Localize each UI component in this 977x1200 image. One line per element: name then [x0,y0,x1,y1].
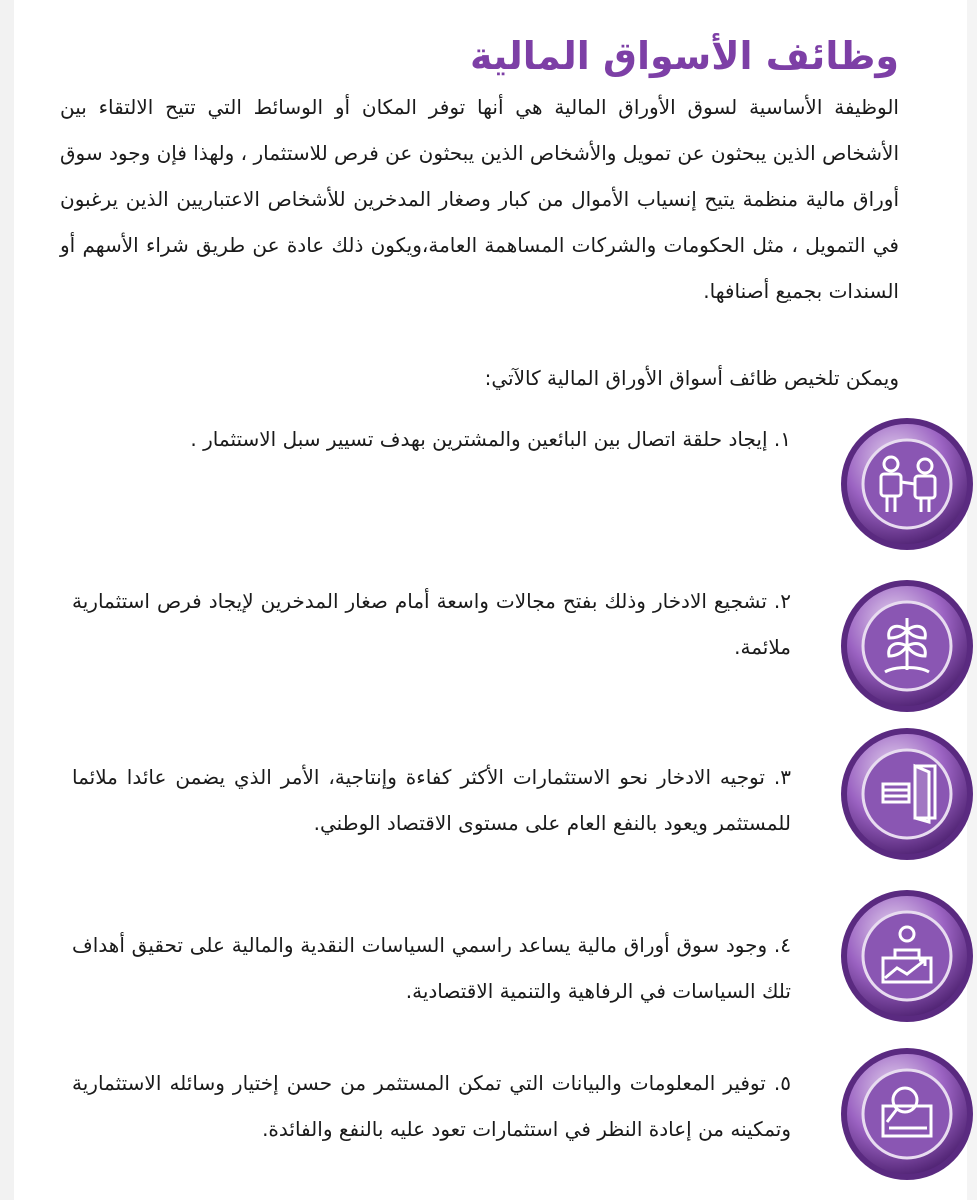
intro-paragraph: الوظيفة الأساسية لسوق الأوراق المالية هي أنها توفر المكان أو الوسائط التي تتيح الالتقاء بين الأشخاص الذين يبحثون عن تمويل والأشخاص الذين يبحثون عن فرص للاستثمار ، ولهذا فإن وجود سوق أوراق مالية منظمة يتيح إنسياب الأموال من كبار وصغار المدخرين للأشخاص الاعتباريين الذين يرغبون في التمويل ، مثل الحكومات والشركات المساهمة العامة،ويكون ذلك عادة عن طريق شراء الأسهم أو السندات بجميع أصنافها. [60,95,899,303]
item-number: ١. [773,427,791,451]
item-text: توفير المعلومات والبيانات التي تمكن المستثمر من حسن إختيار وسائله الاستثمارية وتمكينه من إعادة النظر في استثمارات تعود عليه بالنفع والفائدة. [72,1071,791,1141]
item-number: ٥. [773,1071,792,1095]
list-lead: ويمكن تلخيص ظائف أسواق الأوراق المالية كالآتي: [484,366,899,390]
handshake-icon [839,416,975,552]
growth-chart-icon [839,888,975,1024]
item-number: ٤. [773,933,791,957]
item-text: توجيه الادخار نحو الاستثمارات الأكثر كفاءة وإنتاجية، الأمر الذي يضمن عائدا ملائما للمستثمر ويعود بالنفع العام على مستوى الاقتصاد الوطني. [72,765,791,835]
left-page-edge [0,0,14,1200]
page-title: وظائف الأسواق المالية [469,34,899,78]
money-door-icon [839,726,975,862]
item-text: وجود سوق أوراق مالية يساعد راسمي السياسات النقدية والمالية على تحقيق أهداف تلك السياسات في الرفاهية والتنمية الاقتصادية. [72,933,791,1003]
item-number: ٣. [773,765,791,789]
magnifier-icon [839,1046,975,1182]
item-text: إيجاد حلقة اتصال بين البائعين والمشترين بهدف تسيير سبل الاستثمار . [190,427,768,451]
item-text: تشجيع الادخار وذلك بفتح مجالات واسعة أمام صغار المدخرين لإيجاد فرص استثمارية ملائمة. [72,589,791,659]
item-number: ٢. [773,589,791,613]
plant-icon [839,578,975,714]
